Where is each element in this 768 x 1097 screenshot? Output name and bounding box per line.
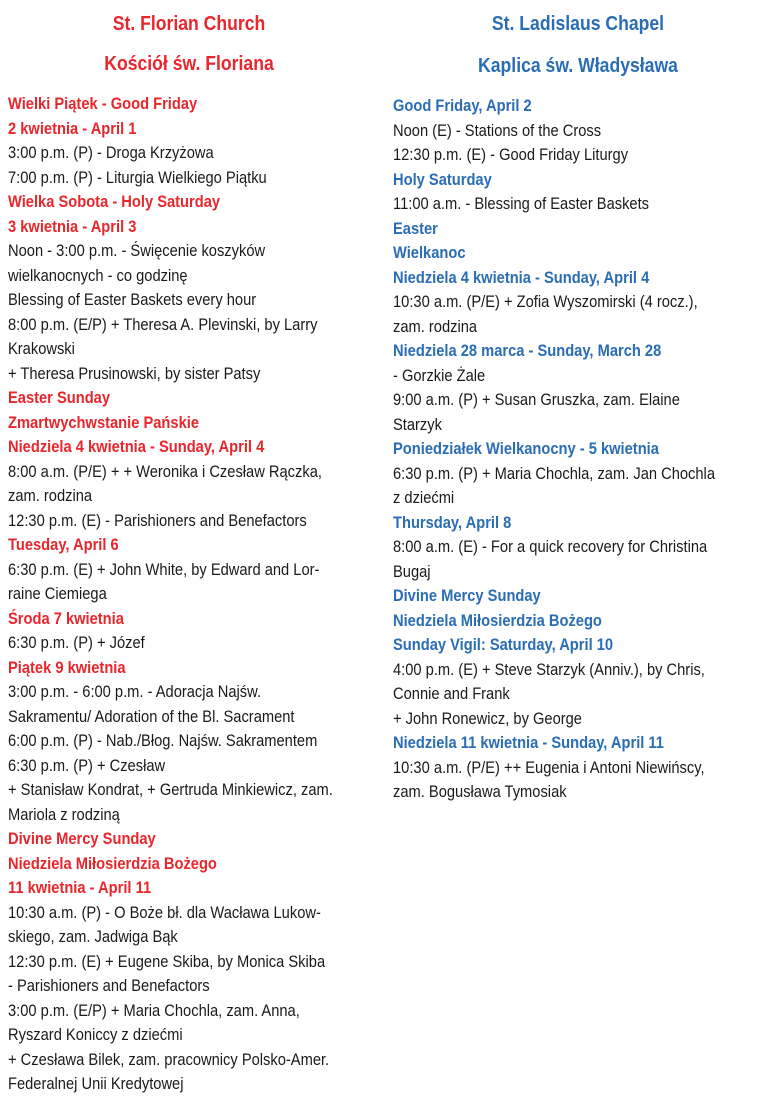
schedule-heading: Poniedziałek Wielkanocny - 5 kwietnia <box>393 440 659 458</box>
schedule-heading: Środa 7 kwietnia <box>8 609 124 628</box>
schedule-entry: 6:00 p.m. (P) - Nab./Błog. Najśw. Sakramentem <box>8 732 318 750</box>
schedule-entry: wielkanocnych - co godzinę <box>8 266 188 285</box>
schedule-entry: 12:30 p.m. (E) - Parishioners and Benefactors <box>8 511 307 530</box>
schedule-heading: Wielkanoc <box>393 244 466 262</box>
schedule-entry: Mariola z rodziną <box>8 805 120 824</box>
schedule-heading: 3 kwietnia - April 3 <box>8 217 137 236</box>
schedule-entry: 8:00 p.m. (E/P) + Theresa A. Plevinski, by Larry <box>8 315 318 334</box>
schedule-entry: Sakramentu/ Adoration of the Bl. Sacrament <box>8 707 295 726</box>
schedule-entry: Connie and Frank <box>393 685 510 703</box>
schedule-entry: 3:00 p.m. (E/P) + Maria Chochla, zam. Anna, <box>8 1001 300 1020</box>
schedule-entry: 3:00 p.m. - 6:00 p.m. - Adoracja Najśw. <box>8 683 262 701</box>
left-church-title-pl: Kościół św. Floriana <box>104 53 274 75</box>
schedule-entry: 6:30 p.m. (P) + Maria Chochla, zam. Jan Chochla <box>393 464 715 483</box>
schedule-heading: Tuesday, April 6 <box>8 536 119 554</box>
schedule-entry: - Gorzkie Żale <box>393 366 486 385</box>
st-florian-schedule-column <box>8 0 370 1097</box>
schedule-heading: Sunday Vigil: Saturday, April 10 <box>393 636 614 654</box>
schedule-entry: Federalnej Unii Kredytowej <box>8 1075 184 1093</box>
schedule-entry: Blessing of Easter Baskets every hour <box>8 291 257 309</box>
schedule-entry: 10:30 a.m. (P/E) + Zofia Wyszomirski (4 rocz.), <box>393 293 698 311</box>
schedule-entry: Noon (E) - Stations of the Cross <box>393 121 602 140</box>
schedule-entry: Noon - 3:00 p.m. - Święcenie koszyków <box>8 242 266 260</box>
schedule-heading: Easter Sunday <box>8 389 111 407</box>
schedule-heading: Divine Mercy Sunday <box>393 587 541 605</box>
schedule-entry: + Theresa Prusinowski, by sister Patsy <box>8 364 261 383</box>
schedule-entry: z dziećmi <box>393 489 455 507</box>
left-church-title-en: St. Florian Church <box>112 13 266 35</box>
schedule-entry: Krakowski <box>8 340 75 358</box>
schedule-entry: 6:30 p.m. (P) + Józef <box>8 634 145 652</box>
st-ladislaus-schedule-column <box>393 0 763 805</box>
left-schedule-lines <box>8 92 370 1097</box>
schedule-entry: Starzyk <box>393 415 442 434</box>
schedule-heading: Niedziela Miłosierdzia Bożego <box>393 611 602 630</box>
schedule-heading: Niedziela 4 kwietnia - Sunday, April 4 <box>393 268 650 287</box>
schedule-entry: + John Ronewicz, by George <box>393 709 582 728</box>
schedule-entry: 9:00 a.m. (P) + Susan Gruszka, zam. Elaine <box>393 391 680 409</box>
schedule-heading: 11 kwietnia - April 11 <box>8 879 152 897</box>
schedule-entry: raine Ciemiega <box>8 585 107 603</box>
schedule-entry: zam. rodzina <box>8 487 93 505</box>
schedule-heading: Wielka Sobota - Holy Saturday <box>8 193 221 211</box>
right-schedule-lines <box>393 94 763 805</box>
schedule-entry: + Stanisław Kondrat, + Gertruda Minkiewicz, zam. <box>8 781 333 799</box>
schedule-heading: Good Friday, April 2 <box>393 97 532 115</box>
schedule-entry: 11:00 a.m. - Blessing of Easter Baskets <box>393 195 650 213</box>
schedule-heading: Holy Saturday <box>393 170 492 189</box>
schedule-entry: - Parishioners and Benefactors <box>8 977 210 995</box>
schedule-heading: 2 kwietnia - April 1 <box>8 119 137 138</box>
schedule-entry: skiego, zam. Jadwiga Bąk <box>8 928 178 946</box>
schedule-entry: zam. rodzina <box>393 317 478 336</box>
schedule-entry: 7:00 p.m. (P) - Liturgia Wielkiego Piątku <box>8 168 267 187</box>
schedule-entry: + Czesława Bilek, zam. pracownicy Polsko-Amer. <box>8 1050 330 1069</box>
right-chapel-title-en: St. Ladislaus Chapel <box>491 13 665 35</box>
schedule-heading: Niedziela 28 marca - Sunday, March 28 <box>393 342 662 360</box>
schedule-entry: 10:30 a.m. (P) - O Boże bł. dla Wacława Lukow- <box>8 903 321 922</box>
schedule-heading: Niedziela Miłosierdzia Bożego <box>8 854 217 873</box>
schedule-heading: Piątek 9 kwietnia <box>8 658 126 677</box>
schedule-entry: Bugaj <box>393 562 431 581</box>
schedule-heading: Thursday, April 8 <box>393 513 512 532</box>
schedule-entry: zam. Bogusława Tymosiak <box>393 783 567 801</box>
schedule-heading: Divine Mercy Sunday <box>8 830 156 848</box>
schedule-entry: 4:00 p.m. (E) + Steve Starzyk (Anniv.), by Chris, <box>393 660 705 679</box>
schedule-entry: 8:00 a.m. (P/E) + + Weronika i Czesław Rączka, <box>8 462 322 481</box>
schedule-heading: Niedziela 11 kwietnia - Sunday, April 11 <box>393 734 664 752</box>
right-chapel-title-pl: Kaplica św. Władysława <box>478 55 678 77</box>
schedule-entry: 12:30 p.m. (E) + Eugene Skiba, by Monica Skiba <box>8 952 326 971</box>
schedule-heading: Easter <box>393 219 438 238</box>
schedule-heading: Wielki Piątek - Good Friday <box>8 95 198 113</box>
schedule-heading: Niedziela 4 kwietnia - Sunday, April 4 <box>8 438 265 456</box>
schedule-entry: 6:30 p.m. (E) + John White, by Edward and Lor- <box>8 560 320 579</box>
schedule-entry: Ryszard Koniccy z dziećmi <box>8 1026 183 1044</box>
schedule-entry: 3:00 p.m. (P) - Droga Krzyżowa <box>8 144 214 162</box>
schedule-entry: 10:30 a.m. (P/E) ++ Eugenia i Antoni Niewińscy, <box>393 758 705 777</box>
schedule-heading: Zmartwychwstanie Pańskie <box>8 413 199 432</box>
schedule-entry: 8:00 a.m. (E) - For a quick recovery for Christina <box>393 538 708 556</box>
schedule-entry: 6:30 p.m. (P) + Czesław <box>8 756 166 775</box>
schedule-entry: 12:30 p.m. (E) - Good Friday Liturgy <box>393 146 629 164</box>
